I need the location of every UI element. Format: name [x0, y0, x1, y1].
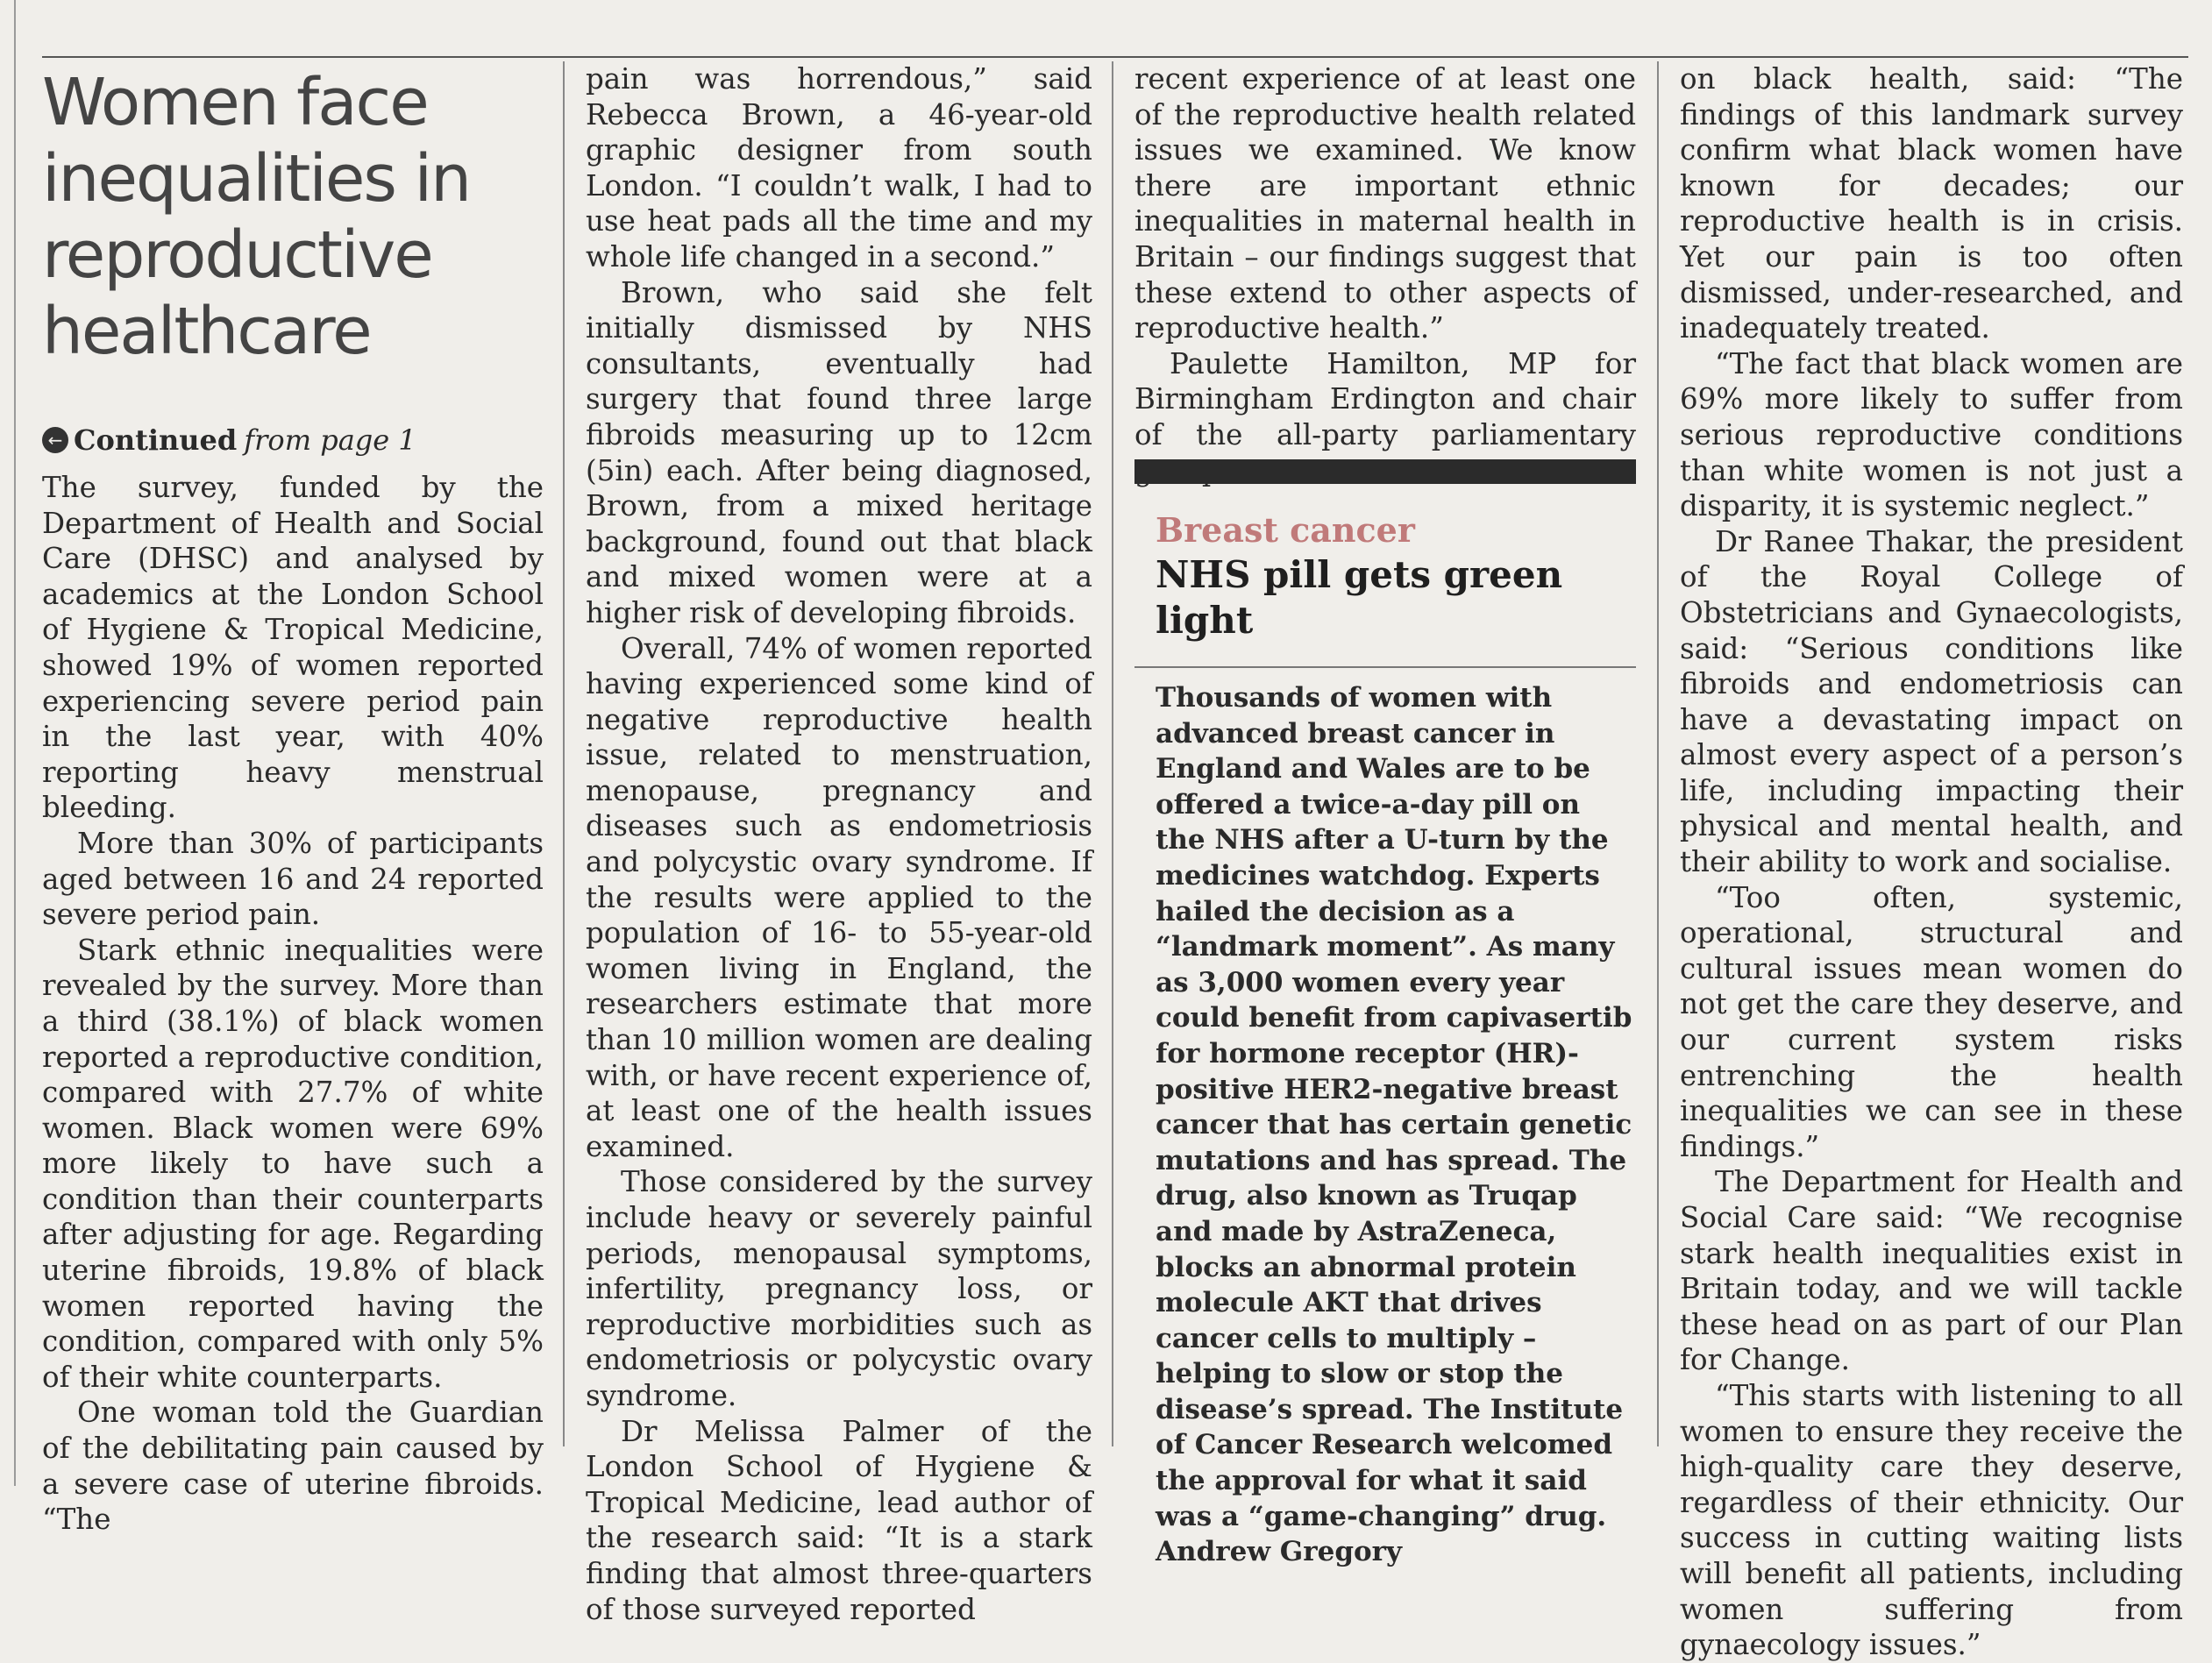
column-divider [563, 61, 565, 1446]
paragraph: The Department for Health and Social Care said: “We recognise stark health inequalities exist in Britain today, and we will tackle these head on as part of our Plan for Change. [1680, 1165, 2183, 1377]
paragraph: More than 30% of participants aged between 16 and 24 reported severe period pain. [42, 826, 544, 932]
sidebar-title: NHS pill gets green light [1156, 553, 1563, 642]
headline-line-1: Women face [42, 65, 428, 140]
paragraph: Those considered by the survey include heavy or severely painful periods, menopausal symptoms, infertility, pregnancy loss, or reproductive morbidities such as endometriosis or polycystic ovary syndrome. [586, 1165, 1092, 1412]
paragraph: “This starts with listening to all women to ensure they receive the high-quality care they deserve, regardless of their ethnicity. Our success in cutting waiting lists will benefit all patients, including women suffering from gynaecology issues.” [1680, 1378, 2183, 1662]
sidebar-rule [1134, 666, 1636, 668]
sidebar-text: Thousands of women with advanced breast cancer in England and Wales are to be offered a twice-a-day pill on the NHS after a U-turn by the medicines watchdog. Experts hailed the decision as a “landmark moment”. As many as 3,000 women every year could benefit from capivasertib for hormone receptor (HR)-positive HER2-negative breast cancer that has certain genetic mutations and has spread. The drug, also known as Truqap and made by AstraZeneca, blocks an abnormal protein molecule AKT that drives cancer cells to multiply – helping to slow or stop the disease’s spread. The Institute of Cancer Research welcomed the approval for what it said was a “game-changing” drug. [1156, 682, 1632, 1532]
paragraph: Dr Melissa Palmer of the London School of Hygiene & Tropical Medicine, lead author of the research said: “It is a stark finding that almost three-quarters of those surveyed reported [586, 1414, 1092, 1626]
column-divider [1657, 61, 1659, 1446]
column-divider [1112, 61, 1113, 1446]
paragraph: on black health, said: “The findings of this landmark survey confirm what black women have known for decades; our reproductive health is in crisis. Yet our pain is too often dismissed, under-researched, and inadequately treated. [1680, 62, 2183, 345]
article-column-4 [1680, 61, 2183, 1663]
top-rule [42, 56, 2188, 58]
article-column-1 [42, 61, 544, 1538]
paragraph: pain was horrendous,” said Rebecca Brown, a 46-year-old graphic designer from south London. “I couldn’t walk, I had to use heat pads all the time and my whole life changed in a second.” [586, 62, 1092, 274]
page-edge [14, 0, 16, 1486]
paragraph: Overall, 74% of women reported having experienced some kind of negative reproductive health issue, related to menstruation, menopause, pregnancy and diseases such as endometriosis and polycystic ovary syndrome. If the results were applied to the population of 16- to 55-year-old women living in England, the researchers estimate that more than 10 million women are dealing with, or have recent experience of, at least one of the health issues examined. [586, 631, 1092, 1163]
paragraph: The survey, funded by the Department of Health and Social Care (DHSC) and analysed by academics at the London School of Hygiene & Tropical Medicine, showed 19% of women reported experiencing severe period pain in the last year, with 40% reporting heavy menstrual bleeding. [42, 471, 544, 825]
paragraph: Paulette Hamilton, MP for Birmingham Erdington and chair of the all-party parliamentary [1134, 346, 1636, 451]
article-column-3 [1134, 61, 1636, 488]
sidebar-body [1156, 680, 1636, 1570]
sidebar-header-bar [1134, 459, 1636, 484]
byline: Andrew Gregory [1156, 1536, 1403, 1568]
article-column-2 [586, 61, 1092, 1627]
left-arrow-circle-icon: ← [42, 427, 68, 453]
headline [42, 65, 544, 370]
continued-from-label [42, 423, 544, 458]
sidebar-kicker: Breast cancer [1156, 510, 1415, 550]
paragraph: “The fact that black women are 69% more likely to suffer from serious reproductive conditions than white women is not just a disparity, it is systemic neglect.” [1680, 346, 2183, 523]
breast-cancer-sidebar [1134, 459, 1636, 1570]
paragraph: Dr Ranee Thakar, the president of the Royal College of Obstetricians and Gynaecologists, said: “Serious conditions like fibroids and endometriosis can have a devastating impact on almost every aspect of a person’s life, including impacting their physical and mental health, and their ability to work and socialise. [1680, 524, 2183, 879]
paragraph: recent experience of at least one of the reproductive health related issues we examined. We know there are important ethnic inequalities in maternal health in Britain – our findings suggest that these extend to other aspects of reproductive health.” [1134, 62, 1636, 345]
paragraph: Brown, who said she felt initially dismissed by NHS consultants, eventually had surgery that found three large fibroids measuring up to 12cm (5in) each. After being diagnosed, Brown, from a mixed heritage background, found out that black and mixed women were at a higher risk of developing fibroids. [586, 275, 1092, 629]
headline-line-2: inequalities in [42, 141, 470, 217]
continued-label: Continued [74, 423, 238, 457]
paragraph: One woman told the Guardian of the debilitating pain caused by a severe case of uterine fibroids. “The [42, 1396, 544, 1537]
paragraph: Stark ethnic inequalities were revealed by the survey. More than a third (38.1%) of black women reported a reproductive condition, compared with 27.7% of white women. Black women were 69% more likely to have such a condition than their counterparts after adjusting for age. Regarding uterine fibroids, 19.8% of black women reported having the condition, compared with only 5% of their white counterparts. [42, 933, 544, 1394]
headline-line-3: reproductive [42, 217, 432, 293]
headline-line-4: healthcare [42, 294, 371, 369]
continued-source: from page 1 [244, 423, 416, 457]
paragraph: “Too often, systemic, operational, structural and cultural issues mean women do not get the care they deserve, and our current system risks entrenching the health inequalities we can see in these findings.” [1680, 880, 2183, 1163]
